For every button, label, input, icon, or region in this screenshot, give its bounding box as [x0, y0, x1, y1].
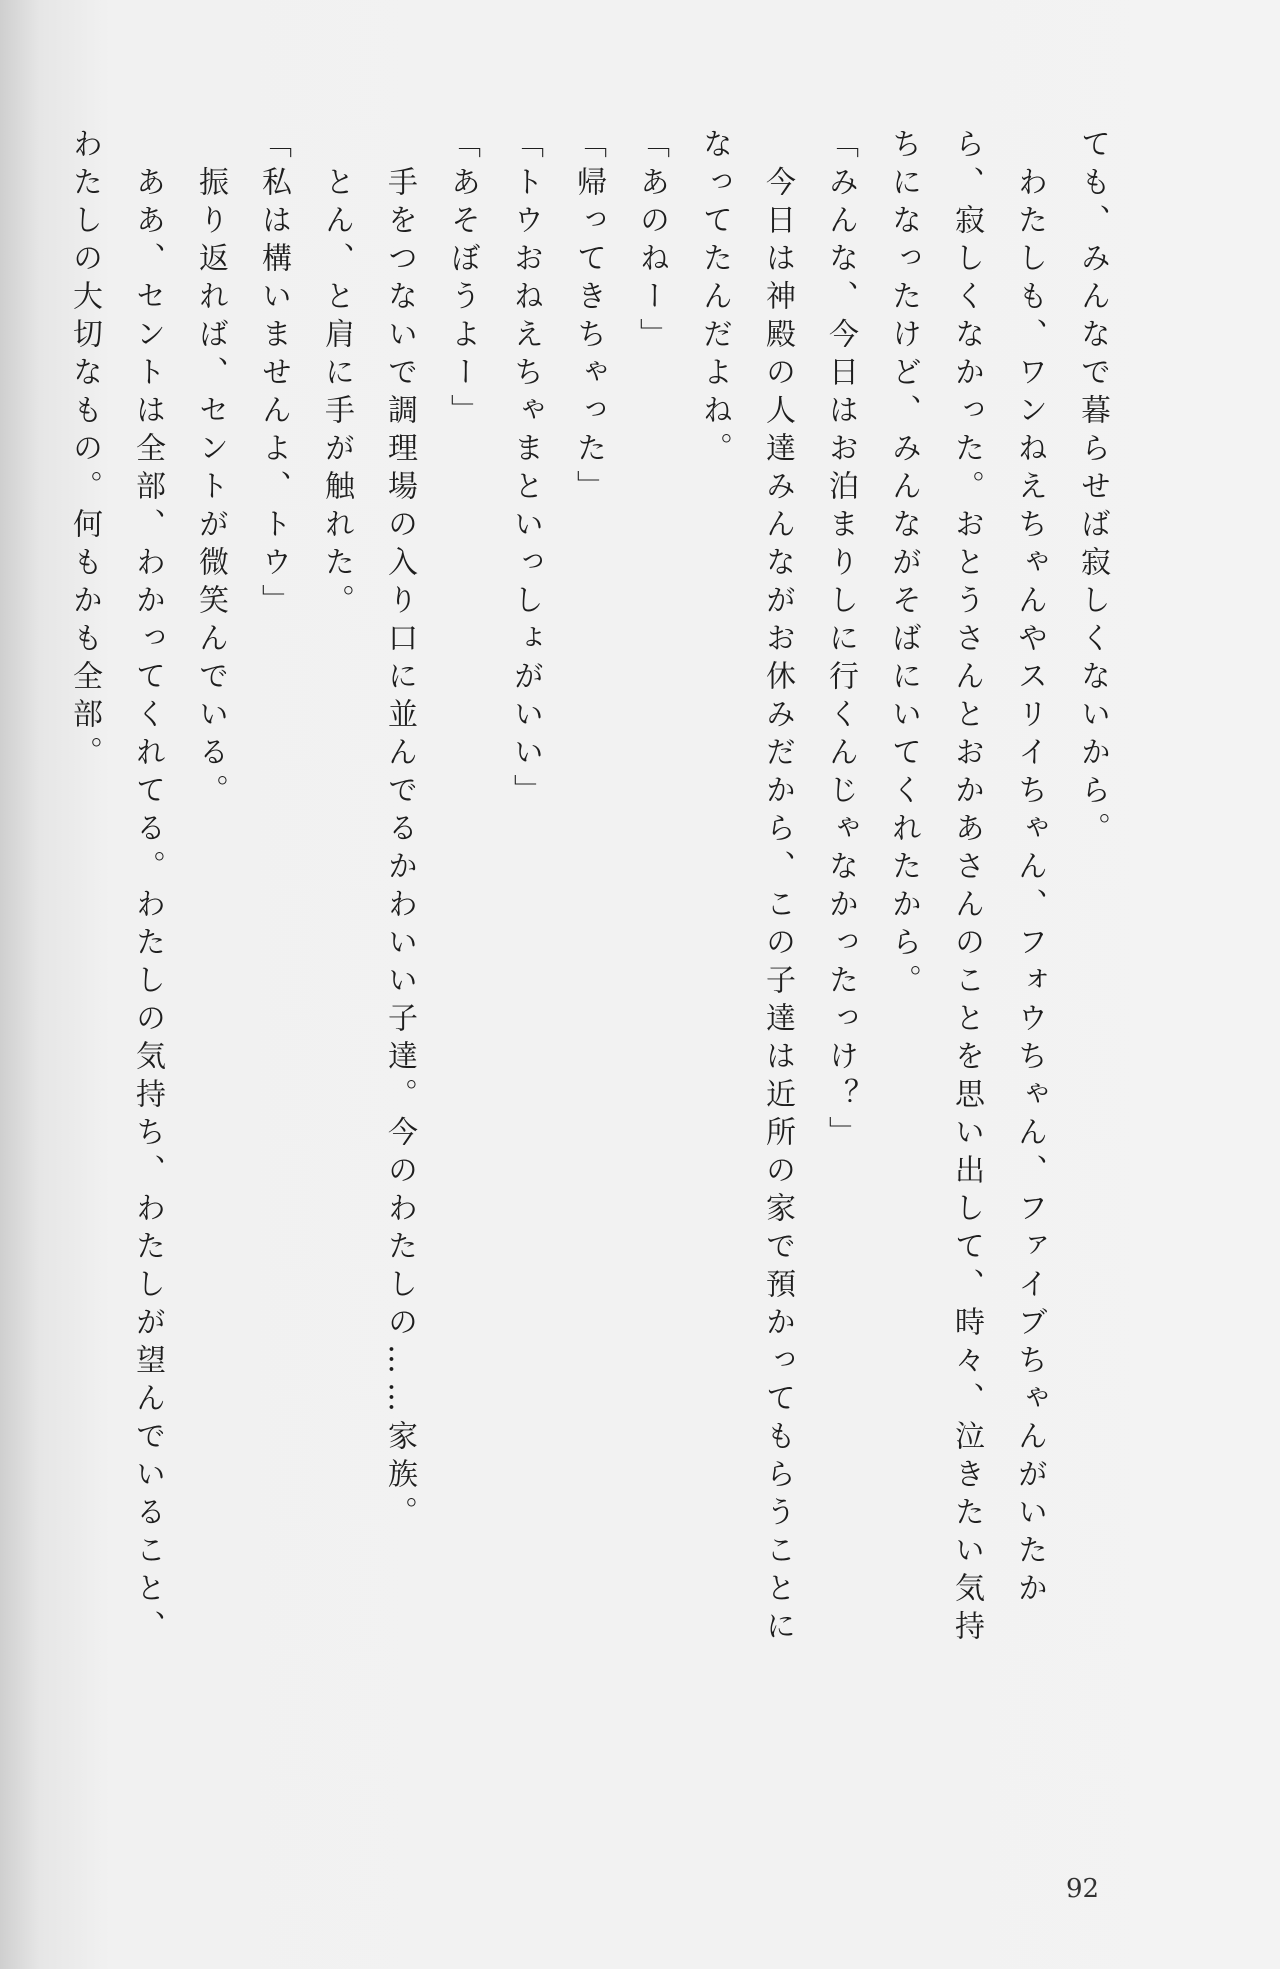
text-line: わたしの大切なもの。何もかも全部。 [67, 128, 102, 774]
text-line: ああ、セントは全部、わかってくれてる。わたしの気持ち、わたしが望んでいること、 [130, 166, 165, 1648]
page-number: 92 [1066, 1874, 1100, 1904]
dialogue-line: 「トウおねえちゃまといっしょがいい」 [508, 128, 543, 812]
dialogue-line: 「私は構いませんよ、トウ」 [256, 128, 291, 622]
dialogue-line: 「帰ってきちゃった」 [571, 128, 606, 508]
body-text [53, 128, 1124, 1688]
dialogue-line: 「みんな、今日はお泊まりしに行くんじゃなかったっけ？」 [823, 128, 858, 1154]
text-line: わたしも、ワンねえちゃんやスリイちゃん、フォウちゃん、ファイブちゃんがいたか [1012, 166, 1047, 1610]
text-line: とん、と肩に手が触れた。 [319, 166, 354, 622]
text-line: なってたんだよね。 [697, 128, 732, 470]
dialogue-line: 「あのねー」 [634, 128, 669, 356]
text-line: 振り返れば、セントが微笑んでいる。 [193, 166, 228, 812]
text-line: ても、みんなで暮らせば寂しくないから。 [1075, 128, 1110, 850]
text-line: 手をつないで調理場の入り口に並んでるかわいい子達。今のわたしの……家族。 [382, 166, 417, 1534]
text-line: ら、寂しくなかった。おとうさんとおかあさんのことを思い出して、時々、泣きたい気持 [949, 128, 984, 1648]
text-line: 今日は神殿の人達みんながお休みだから、この子達は近所の家で預かってもらうことに [760, 166, 795, 1648]
text-line: ちになったけど、みんながそばにいてくれたから。 [886, 128, 921, 1002]
dialogue-line: 「あそぼうよー」 [445, 128, 480, 432]
